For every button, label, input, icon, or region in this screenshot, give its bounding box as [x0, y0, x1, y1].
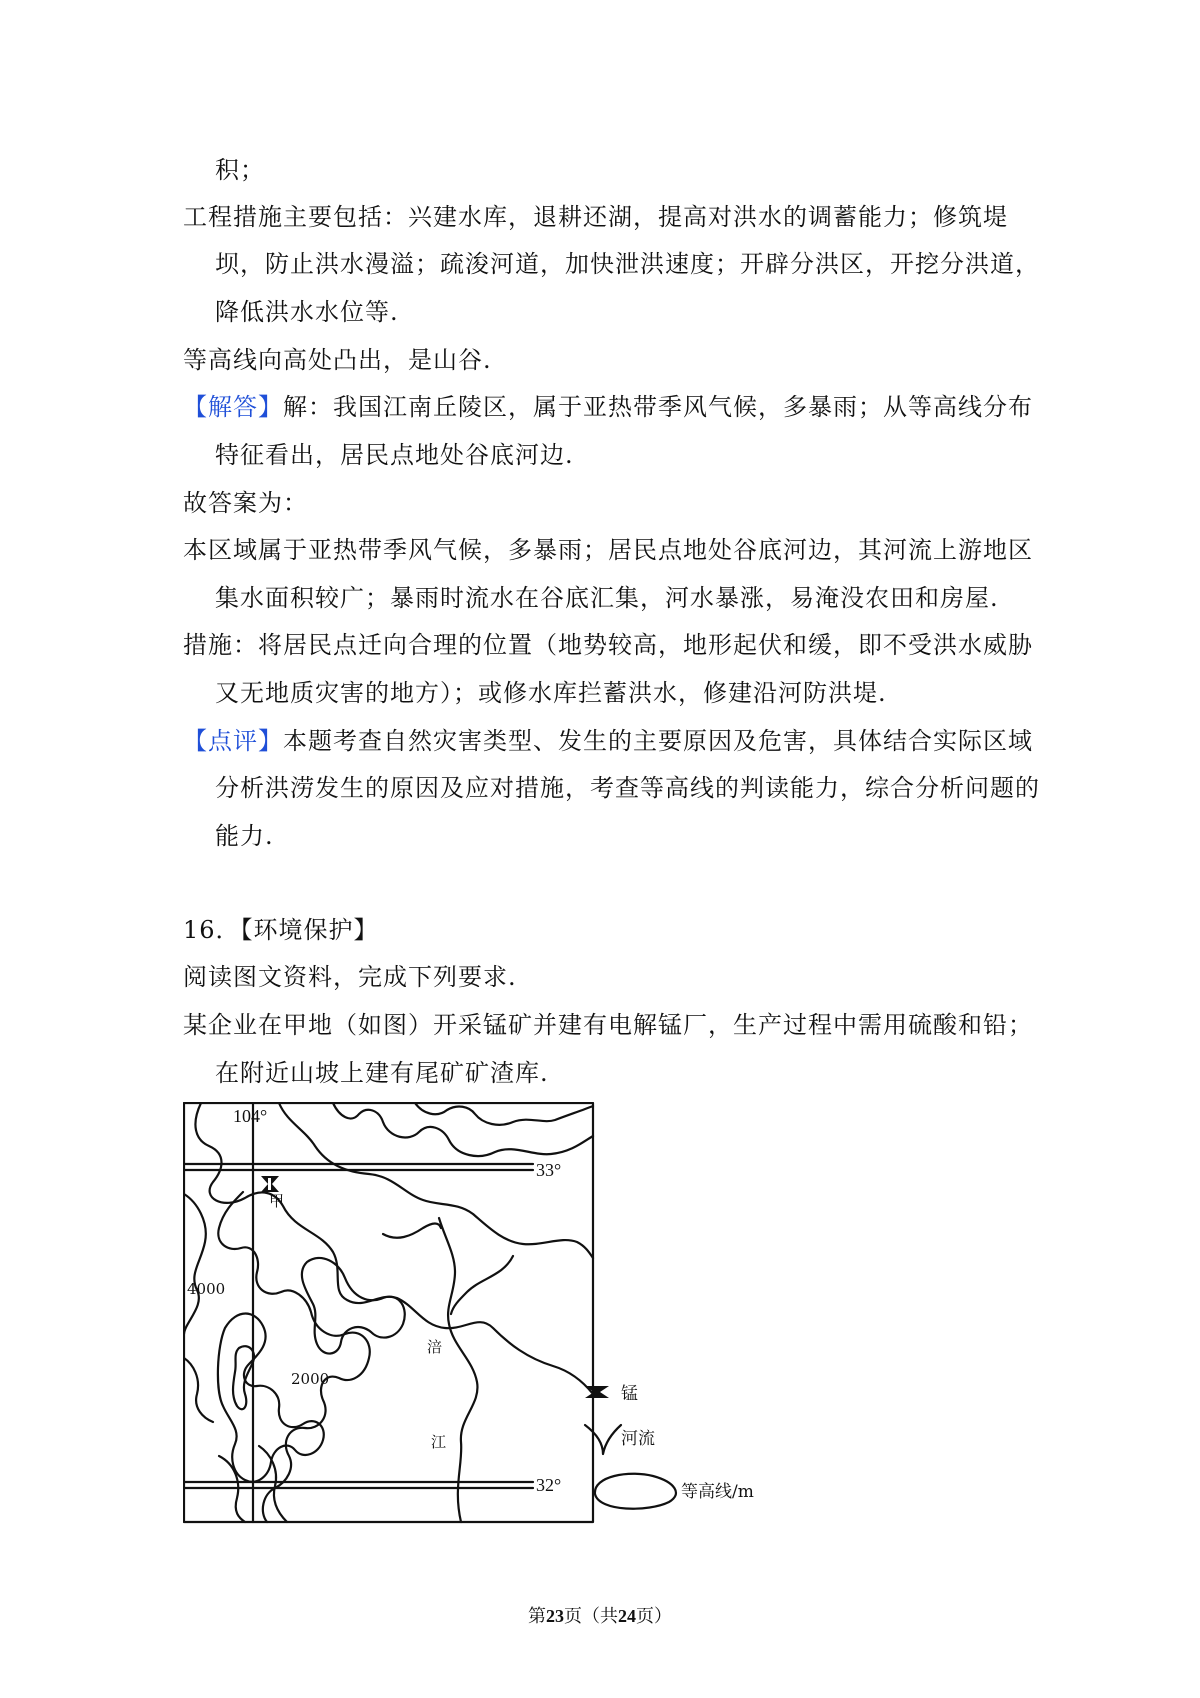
contour-line: [279, 1103, 593, 1258]
comment-tag: 【点评】: [183, 727, 283, 755]
text-line: 能力.: [215, 822, 274, 850]
legend-mine-label: 锰: [621, 1384, 638, 1404]
legend-mine-icon: [585, 1386, 609, 1398]
contour-label-4000: 4000: [187, 1280, 226, 1298]
contour-line: [333, 1103, 593, 1156]
text-line: 故答案为：: [183, 489, 308, 517]
comment-line: [183, 724, 1033, 758]
footer-total-pages: 24: [618, 1606, 636, 1626]
river-label-char1: 涪: [427, 1338, 443, 1356]
river-fujiang: [439, 1218, 477, 1522]
contour-line: [218, 1192, 369, 1522]
lon-label: 104°: [233, 1106, 268, 1126]
text-line: 坝，防止洪水漫溢；疏浚河道，加快泄洪速度；开辟分洪区，开挖分洪道，: [215, 250, 1040, 278]
legend-river-label: 河流: [621, 1429, 655, 1449]
river-tributary: [451, 1256, 513, 1314]
contour-line: [195, 1103, 593, 1394]
text-line: 分析洪涝发生的原因及应对措施，考查等高线的判读能力，综合分析问题的: [215, 774, 1040, 802]
contour-map: [183, 1102, 767, 1540]
site-label: 甲: [269, 1192, 285, 1210]
question-heading: 16．【环境保护】: [183, 916, 379, 944]
text-line: 降低洪水水位等.: [215, 298, 399, 326]
text-line: 集水面积较广；暴雨时流水在谷底汇集，河水暴涨，易淹没农田和房屋.: [215, 584, 999, 612]
comment-text: 本题考查自然灾害类型、发生的主要原因及危害，具体结合实际区域: [283, 727, 1033, 755]
text-line: 工程措施主要包括：兴建水库，退耕还湖，提高对洪水的调蓄能力；修筑堤: [183, 203, 1008, 231]
contour-line: [302, 1258, 405, 1354]
answer-tag: 【解答】: [183, 393, 283, 421]
answer-text: 解：我国江南丘陵区，属于亚热带季风气候，多暴雨；从等高线分布: [283, 393, 1033, 421]
text-line: 本区域属于亚热带季风气候，多暴雨；居民点地处谷底河边，其河流上游地区: [183, 536, 1033, 564]
footer-prefix: 第: [528, 1606, 546, 1627]
legend-contour-icon: [595, 1474, 676, 1509]
footer-suffix: 页）: [636, 1606, 672, 1627]
footer-page-number: 23: [546, 1606, 564, 1626]
contour-line: [415, 1103, 593, 1125]
text-line: 措施：将居民点迁向合理的位置（地势较高，地形起伏和缓，即不受洪水威胁: [183, 631, 1033, 659]
text-line: 阅读图文资料，完成下列要求.: [183, 963, 517, 991]
text-line: 特征看出，居民点地处谷底河边.: [215, 441, 574, 469]
legend-contour-label: 等高线/m: [681, 1482, 754, 1502]
text-line: 又无地质灾害的地方）；或修水库拦蓄洪水，修建沿河防洪堤.: [215, 679, 887, 707]
footer-middle: 页（共: [564, 1606, 618, 1627]
lat-bottom-label: 32°: [536, 1475, 562, 1495]
text-line: 等高线向高处凸出，是山谷.: [183, 346, 492, 374]
river-label-char2: 江: [431, 1433, 447, 1451]
lat-top-label: 33°: [536, 1160, 562, 1180]
text-line: 某企业在甲地（如图）开采锰矿并建有电解锰厂，生产过程中需用硫酸和铅；: [183, 1011, 1033, 1039]
text-line: 积；: [215, 156, 265, 184]
page-footer: [0, 1604, 1200, 1629]
contour-line: [184, 1358, 213, 1422]
contour-line: [184, 1194, 206, 1334]
river-tributary: [383, 1224, 441, 1238]
legend-river-icon: [585, 1425, 621, 1454]
contour-label-2000: 2000: [291, 1370, 330, 1388]
text-line: 在附近山坡上建有尾矿矿渣库.: [215, 1059, 549, 1087]
answer-line: [183, 390, 1033, 424]
